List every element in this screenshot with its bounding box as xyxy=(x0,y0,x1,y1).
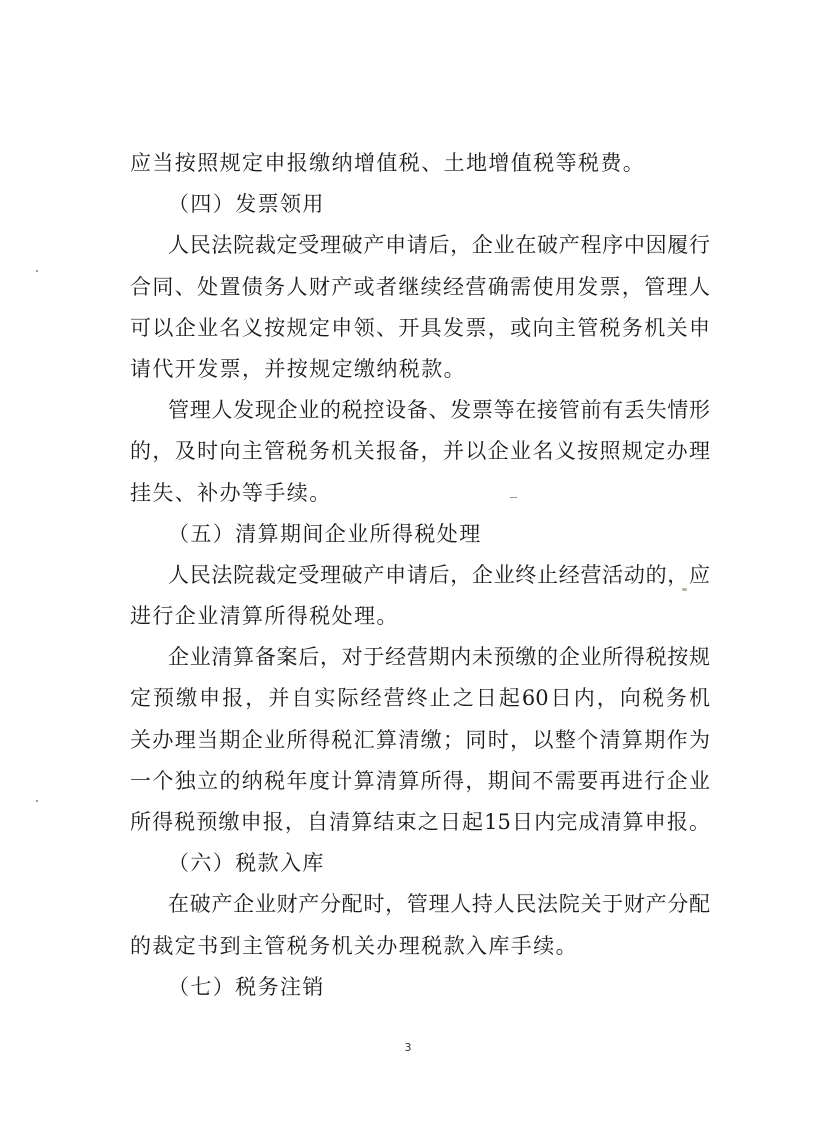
paragraph-line: 一个独立的纳税年度计算清算所得，期间不需要再进行企业 xyxy=(130,768,710,793)
paragraph-line: 请代开发票，并按规定缴纳税款。 xyxy=(130,356,466,381)
scan-speck xyxy=(36,270,38,272)
page-number: 3 xyxy=(404,1041,412,1054)
paragraph-line: 管理人发现企业的税控设备、发票等在接管前有丢失情形 xyxy=(168,398,710,423)
body-text xyxy=(130,143,710,1008)
paragraph-line: 应当按照规定申报缴纳增值税、土地增值税等税费。 xyxy=(130,151,646,175)
paragraph-line: 在破产企业财产分配时，管理人持人民法院关于财产分配 xyxy=(168,892,710,917)
paragraph-line: 人民法院裁定受理破产申请后，企业在破产程序中因履行 xyxy=(168,233,710,258)
paragraph-line: 关办理当期企业所得税汇算清缴；同时，以整个清算期作为 xyxy=(130,727,710,752)
scan-speck xyxy=(682,588,687,591)
section-heading-liquidation-tax: （五）清算期间企业所得税处理 xyxy=(168,521,482,546)
paragraph-line: 定预缴申报，并自实际经营终止之日起60日内，向税务机 xyxy=(130,686,710,711)
paragraph-line: 进行企业清算所得税处理。 xyxy=(130,604,399,629)
paragraph-line: 合同、处置债务人财产或者继续经营确需使用发票，管理人 xyxy=(130,274,710,299)
section-heading-tax-deregistration: （七）税务注销 xyxy=(168,974,325,999)
paragraph-line: 的，及时向主管税务机关报备，并以企业名义按照规定办理 xyxy=(130,439,710,464)
section-heading-invoice: （四）发票领用 xyxy=(168,192,325,217)
paragraph-line: 挂失、补办等手续。 xyxy=(130,480,332,505)
scan-speck xyxy=(510,497,517,498)
scan-speck xyxy=(36,800,38,802)
section-heading-tax-payment: （六）税款入库 xyxy=(168,851,325,876)
paragraph-line: 可以企业名义按规定申领、开具发票，或向主管税务机关申 xyxy=(130,315,710,340)
paragraph-line: 所得税预缴申报，自清算结束之日起15日内完成清算申报。 xyxy=(130,810,710,834)
paragraph-line: 人民法院裁定受理破产申请后，企业终止经营活动的，应 xyxy=(168,562,710,587)
paragraph-line: 的裁定书到主管税务机关办理税款入库手续。 xyxy=(130,933,578,958)
paragraph-line: 企业清算备案后，对于经营期内未预缴的企业所得税按规 xyxy=(168,645,710,670)
